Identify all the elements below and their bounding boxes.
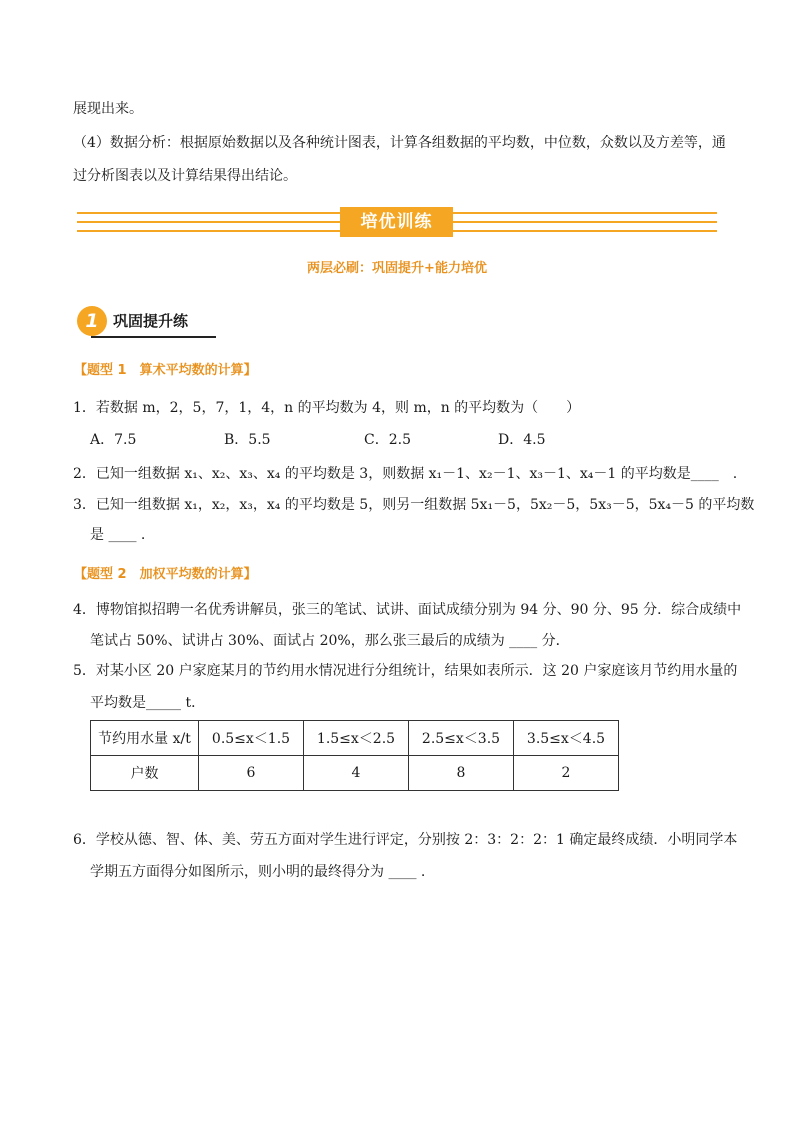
table-header-cell: 节约用水量 x/t — [91, 721, 199, 756]
table-header-cell: 2.5≤x＜3.5 — [409, 721, 514, 756]
table-header-cell: 3.5≤x＜4.5 — [514, 721, 619, 756]
question-4-line-2: 笔试占 50%、试讲占 30%、面试占 20%，那么张三最后的成绩为 ____ 分． — [90, 633, 570, 649]
table-row — [91, 721, 619, 756]
table-row — [91, 756, 619, 791]
table-cell: 户数 — [91, 756, 199, 791]
question-6-line-1: 6．学校从德、智、体、美、劳五方面对学生进行评定，分别按 2：3：2：2：1 确定最终成绩．小明同学本 — [73, 832, 738, 848]
section-underline — [91, 336, 216, 338]
table-cell: 6 — [199, 756, 304, 791]
question-5-line-1: 5．对某小区 20 户家庭某月的节约用水情况进行分组统计，结果如表所示．这 20 户家庭该月节约用水量的 — [73, 663, 738, 679]
question-2: 2．已知一组数据 x₁、x₂、x₃、x₄ 的平均数是 3，则数据 x₁－1、x₂－1、x₃－1、x₄－1 的平均数是____ . — [73, 466, 738, 482]
banner-subtitle: 两层必刷：巩固提升+能力培优 — [307, 261, 487, 276]
table-header-cell: 1.5≤x＜2.5 — [304, 721, 409, 756]
table-cell: 4 — [304, 756, 409, 791]
question-type-tag-1: 【题型 1 算术平均数的计算】 — [74, 363, 257, 378]
section-banner — [77, 207, 717, 237]
question-4-line-1: 4．博物馆拟招聘一名优秀讲解员，张三的笔试、试讲、面试成绩分别为 94 分、90 分、95 分．综合成绩中 — [73, 602, 742, 618]
banner-title: 培优训练 — [340, 207, 453, 237]
table-cell: 8 — [409, 756, 514, 791]
section-number-badge: 1 — [77, 306, 107, 336]
option-d: D．4.5 — [498, 432, 546, 448]
question-type-tag-2: 【题型 2 加权平均数的计算】 — [74, 567, 257, 582]
water-usage-table — [90, 720, 619, 791]
option-c: C．2.5 — [364, 432, 411, 448]
table-header-cell: 0.5≤x＜1.5 — [199, 721, 304, 756]
question-5-line-2: 平均数是_____ t． — [90, 695, 206, 711]
section-heading — [77, 306, 217, 336]
question-3-line-2: 是 ____ . — [90, 527, 146, 543]
question-1: 1．若数据 m，2，5，7，1，4，n 的平均数为 4，则 m，n 的平均数为（ ） — [73, 400, 581, 416]
question-3-line-1: 3．已知一组数据 x₁，x₂，x₃，x₄ 的平均数是 5，则另一组数据 5x₁－5，5x₂－5，5x₃－5，5x₄－5 的平均数 — [73, 497, 755, 513]
intro-line-2: （4）数据分析：根据原始数据以及各种统计图表，计算各组数据的平均数，中位数，众数以及方差等，通 — [73, 135, 726, 151]
section-title: 巩固提升练 — [113, 312, 189, 330]
intro-line-1: 展现出来。 — [73, 101, 143, 117]
option-b: B．5.5 — [224, 432, 271, 448]
question-6-line-2: 学期五方面得分如图所示，则小明的最终得分为 ____ . — [90, 864, 426, 880]
option-a: A．7.5 — [90, 432, 137, 448]
table-cell: 2 — [514, 756, 619, 791]
intro-line-3: 过分析图表以及计算结果得出结论。 — [73, 168, 297, 184]
